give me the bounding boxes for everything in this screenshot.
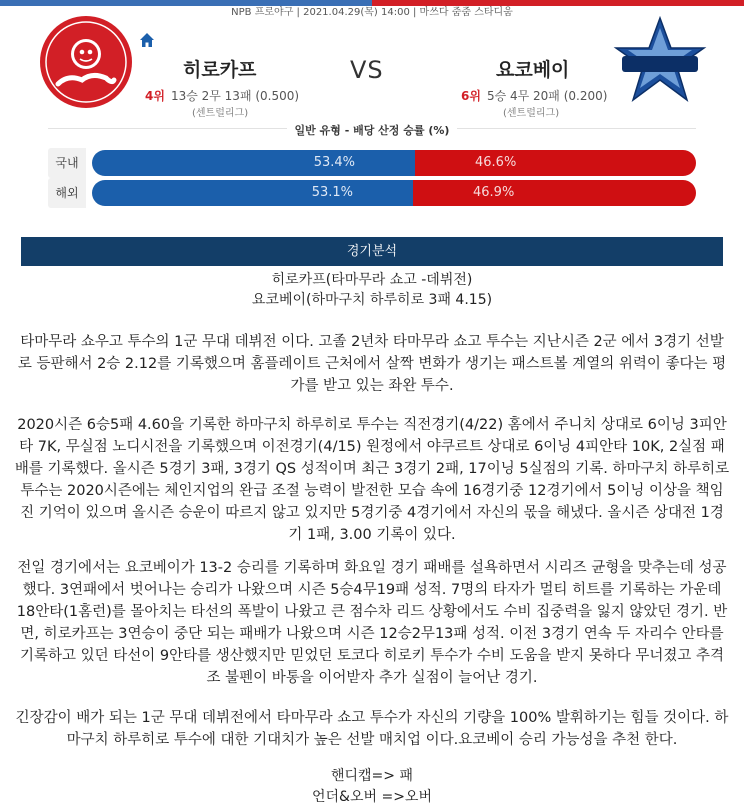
analysis-heading: 경기분석 <box>21 237 723 266</box>
home-team-league: (센트럴리그) <box>192 108 249 119</box>
analysis-paragraph: 긴장감이 배가 되는 1군 무대 데뷔전에서 타마무라 쇼고 투수가 자신의 기량을 100% 발휘하기는 힘들 것이다. 하마구치 하루히로 투수에 대한 기대치가 높은 선발 매치업 이다.요코베이 승리 가능성을 추천 한다. <box>15 710 729 748</box>
rate-title-text: 일반 유형 - 배당 산정 승률 (%) <box>287 124 458 137</box>
handicap-pick: 핸디캡=> 패 <box>330 768 413 784</box>
rate-row-label: 국내 <box>48 148 86 178</box>
home-team-name: 히로카프 <box>183 59 257 81</box>
home-team-rank: 4위 <box>145 89 165 103</box>
away-team-name: 요코베이 <box>496 59 570 81</box>
versus-label: VS <box>350 56 384 84</box>
home-rate-bar: 53.1% <box>92 180 413 206</box>
away-team-rank: 6위 <box>461 89 481 103</box>
rate-row-label: 해외 <box>48 178 86 208</box>
baystars-logo <box>612 16 708 108</box>
house-icon[interactable] <box>139 32 155 48</box>
home-team-record-text: 13승 2무 13패 (0.500) <box>170 89 300 103</box>
rate-row-overseas <box>48 178 696 208</box>
analysis-paragraph: 타마무라 쇼우고 투수의 1군 무대 데뷔전 이다. 고졸 2년차 타마무라 쇼고 투수는 지난시즌 2군 에서 3경기 선발로 등판해서 2승 2.12를 기록했으며 홈플레이트 근처에서 살짝 변화가 생기는 패스트볼 계열의 위력이 좋다는 평가를 받고 있는 좌완 투수. <box>17 334 727 394</box>
analysis-paragraph: 2020시즌 6승5패 4.60을 기록한 하마구치 하루히로 투수는 직전경기(4/22) 홈에서 주니치 상대로 6이닝 3피안타 7K, 무실점 노디시전을 기록했으며 이전경기(4/15) 원정에서 야쿠르트 상대로 6이닝 4피안타 10K, 2실점 패배를 기록했다. 올시즌 5경기 3패, 3경기 QS 성적이며 최근 3경기 2패, 17이닝 5실점의 기록. 하마구치 하루히로 투수는 2020시즌에는 체인지업의 완급 조절 능력이 발전한 모습 속에 16경기중 12경기에서 5이닝 이상을 책임진 기억이 있으며 올시즌 승운이 따르지 않고 있지만 5경기중 4경기에서 자신의 몫을 해냈다. 올시즌 상대전 1경기 1패, 3.00 기록이 있다. <box>14 417 730 543</box>
away-team-league: (센트럴리그) <box>503 108 560 119</box>
analysis-paragraph: 전일 경기에서는 요코베이가 13-2 승리를 기록하며 화요일 경기 패배를 설욕하면서 시리즈 균형을 맞추는데 성공했다. 3연패에서 벗어나는 승리가 나왔으며 시즌 5승4무19패 성적. 7명의 타자가 멀티 히트를 기록하는 가운데 18안타(1홈런)를 몰아치는 타선의 폭발이 나왔고 큰 점수차 리드 상황에서도 수비 집중력을 잃지 않았던 경기. 반면, 히로카프는 3연승이 중단 되는 패배가 나왔으며 시즌 12승2무13패 성적. 이전 3경기 연속 두 자리수 안타를 기록하고 있던 타선이 9안타를 생산했지만 믿었던 토코다 히로키 투수가 수비 도움을 받지 못하다 무너졌고 추격조 불펜이 바통을 이어받자 추가 실점이 늘어난 경기. <box>16 560 728 686</box>
rate-row-domestic <box>48 148 696 178</box>
betting-picks <box>0 766 744 808</box>
away-team-record-text: 5승 4무 20패 (0.200) <box>486 89 608 103</box>
home-rate-bar: 53.4% <box>92 150 415 176</box>
home-pitcher: 히로카프(타마무라 쇼고 -데뷔전) <box>271 272 473 288</box>
home-team-record <box>145 87 299 104</box>
away-pitcher: 요코베이(하마구치 하루히로 3패 4.15) <box>251 292 493 308</box>
away-rate-bar: 46.6% <box>415 150 696 176</box>
away-rate-bar: 46.9% <box>413 180 696 206</box>
over-under-pick: 언더&오버 =>오버 <box>312 789 432 805</box>
starting-pitchers <box>0 270 744 310</box>
match-info: NPB 프로야구 | 2021.04.29(목) 14:00 | 마쓰다 줌줌 스타디움 <box>231 7 513 18</box>
away-team-record <box>461 87 607 104</box>
carp-logo <box>38 14 134 110</box>
rate-title <box>0 122 744 138</box>
